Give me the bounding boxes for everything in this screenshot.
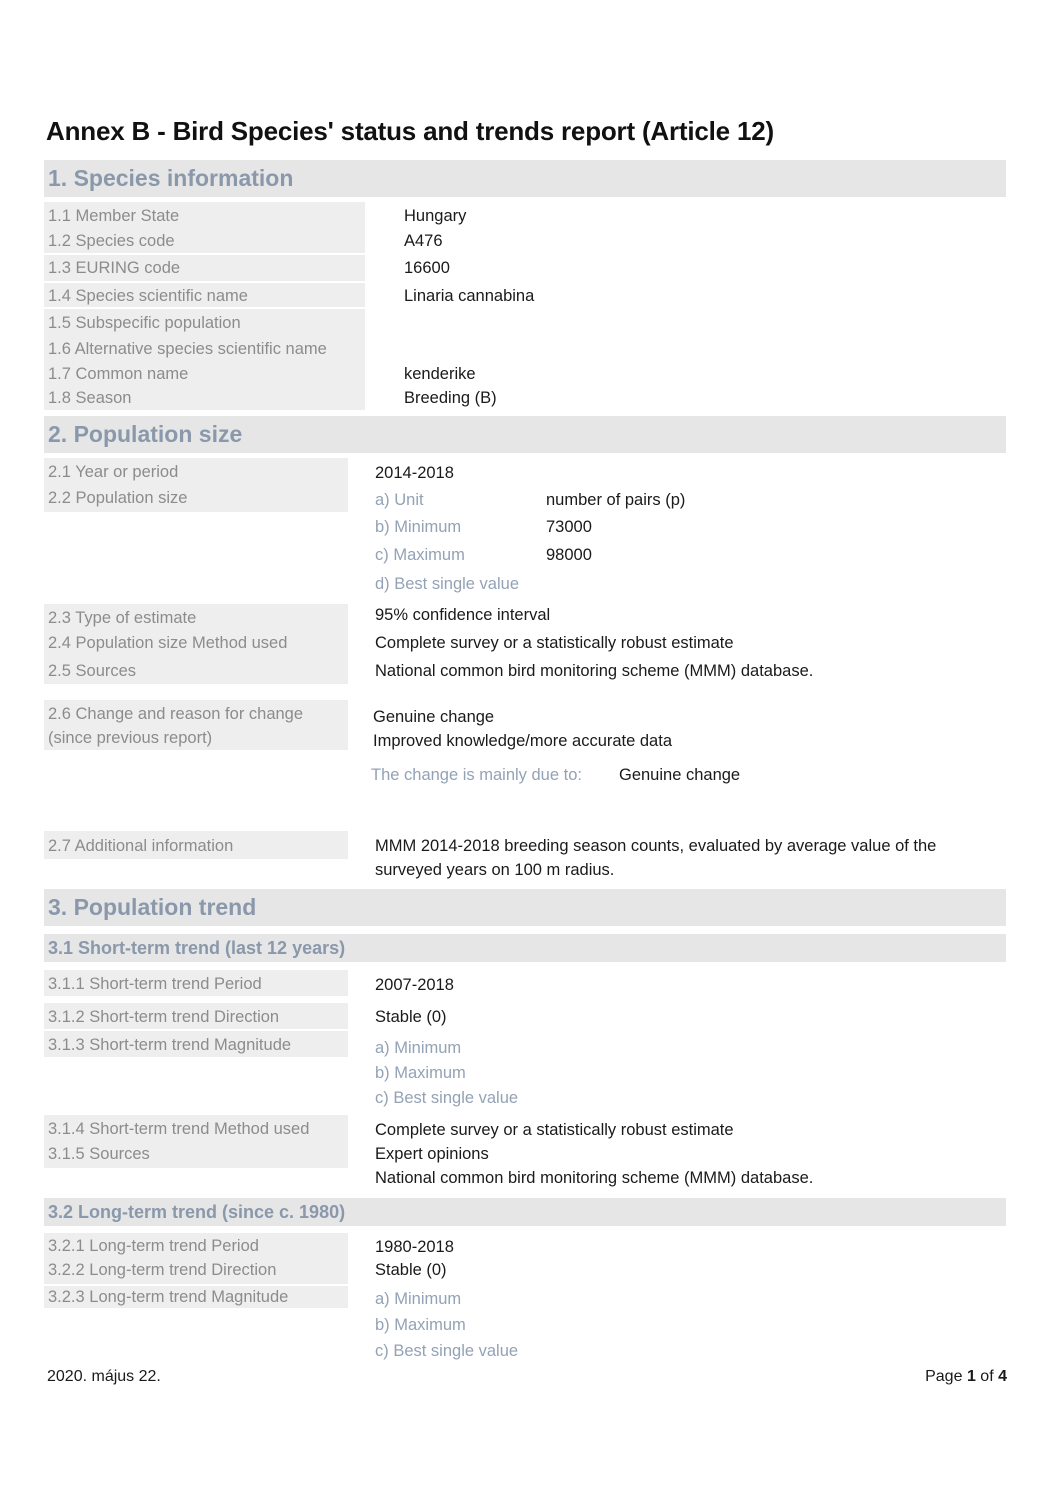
minimum-value: 73000 — [546, 518, 592, 536]
page-word: Page — [925, 1368, 963, 1385]
type-of-estimate-label: 2.3 Type of estimate — [48, 609, 197, 627]
lt-direction-label: 3.2.2 Long-term trend Direction — [48, 1261, 277, 1279]
page-current: 1 — [966, 1368, 976, 1385]
section-heading: 1. Species information — [48, 165, 294, 191]
lt-minimum-label: a) Minimum — [375, 1290, 462, 1308]
lt-period-value: 1980-2018 — [375, 1238, 454, 1256]
maximum-value: 98000 — [546, 546, 592, 564]
change-label-line-1: 2.6 Change and reason for change — [48, 705, 304, 723]
additional-info-line-1: MMM 2014-2018 breeding season counts, evaluated by average value of the — [375, 837, 937, 855]
mainly-due-to-value: Genuine change — [619, 766, 741, 784]
year-label: 2.1 Year or period — [48, 463, 179, 481]
unit-label: a) Unit — [375, 491, 424, 509]
st-minimum-label: a) Minimum — [375, 1039, 462, 1057]
common-name-value: kenderike — [404, 365, 476, 383]
lt-period-label: 3.2.1 Long-term trend Period — [48, 1237, 259, 1255]
euring-code-value: 16600 — [404, 259, 450, 277]
st-direction-label: 3.1.2 Short-term trend Direction — [48, 1008, 280, 1026]
method-label: 2.4 Population size Method used — [48, 634, 288, 652]
method-value: Complete survey or a statistically robust estimate — [375, 634, 734, 652]
section-species-information — [44, 160, 1006, 197]
additional-info-label: 2.7 Additional information — [48, 837, 234, 855]
species-code-label: 1.2 Species code — [48, 232, 175, 250]
subsection-long-term-trend — [44, 1198, 1006, 1226]
lt-maximum-label: b) Maximum — [375, 1316, 466, 1334]
maximum-label: c) Maximum — [375, 546, 465, 564]
st-magnitude-label: 3.1.3 Short-term trend Magnitude — [48, 1036, 292, 1054]
lt-best-single-value-label: c) Best single value — [375, 1342, 519, 1360]
lt-direction-value: Stable (0) — [375, 1261, 447, 1279]
type-of-estimate-value: 95% confidence interval — [375, 606, 551, 624]
sources-value: National common bird monitoring scheme (MMM) database. — [375, 662, 814, 680]
footer-date: 2020. május 22. — [47, 1368, 161, 1385]
euring-code-label: 1.3 EURING code — [48, 259, 181, 277]
section-population-trend — [44, 889, 1006, 926]
scientific-name-value: Linaria cannabina — [404, 287, 535, 305]
st-direction-value: Stable (0) — [375, 1008, 447, 1026]
best-single-value-label: d) Best single value — [375, 575, 519, 593]
st-sources-line-1: Expert opinions — [375, 1145, 489, 1163]
st-period-value: 2007-2018 — [375, 976, 454, 994]
st-period-label: 3.1.1 Short-term trend Period — [48, 975, 262, 993]
lt-magnitude-label: 3.2.3 Long-term trend Magnitude — [48, 1288, 289, 1306]
st-maximum-label: b) Maximum — [375, 1064, 466, 1082]
st-sources-label: 3.1.5 Sources — [48, 1145, 150, 1163]
of-word: of — [980, 1368, 994, 1385]
page-title: Annex B - Bird Species' status and trends report (Article 12) — [46, 116, 774, 146]
member-state-value: Hungary — [404, 207, 467, 225]
member-state-label: 1.1 Member State — [48, 207, 180, 225]
st-method-label: 3.1.4 Short-term trend Method used — [48, 1120, 310, 1138]
alt-scientific-label: 1.6 Alternative species scientific name — [48, 340, 327, 358]
st-sources-line-2: National common bird monitoring scheme (MMM) database. — [375, 1169, 814, 1187]
subsection-short-term-trend — [44, 934, 1006, 962]
st-method-value: Complete survey or a statistically robust estimate — [375, 1121, 734, 1139]
subspecific-label: 1.5 Subspecific population — [48, 314, 241, 332]
common-name-label: 1.7 Common name — [48, 365, 189, 383]
mainly-due-to-label: The change is mainly due to: — [371, 766, 582, 784]
subsection-heading: 3.1 Short-term trend (last 12 years) — [48, 938, 346, 958]
sources-label: 2.5 Sources — [48, 662, 137, 680]
season-label: 1.8 Season — [48, 389, 132, 407]
change-value-line-1: Genuine change — [373, 708, 495, 726]
section-population-size — [44, 416, 1006, 453]
section-heading: 3. Population trend — [48, 894, 257, 920]
season-value: Breeding (B) — [404, 389, 497, 407]
st-best-single-value-label: c) Best single value — [375, 1089, 519, 1107]
subsection-heading: 3.2 Long-term trend (since c. 1980) — [48, 1202, 346, 1222]
year-value: 2014-2018 — [375, 464, 454, 482]
additional-info-line-2: surveyed years on 100 m radius. — [375, 861, 615, 879]
species-code-value: A476 — [404, 232, 443, 250]
unit-value: number of pairs (p) — [546, 491, 686, 509]
change-value-line-2: Improved knowledge/more accurate data — [373, 732, 672, 750]
population-size-label: 2.2 Population size — [48, 489, 188, 507]
minimum-label: b) Minimum — [375, 518, 462, 536]
change-label-line-2: (since previous report) — [48, 729, 213, 747]
footer-page-number — [925, 1368, 1007, 1386]
scientific-name-label: 1.4 Species scientific name — [48, 287, 248, 305]
page-total: 4 — [998, 1368, 1007, 1385]
section-heading: 2. Population size — [48, 421, 243, 447]
